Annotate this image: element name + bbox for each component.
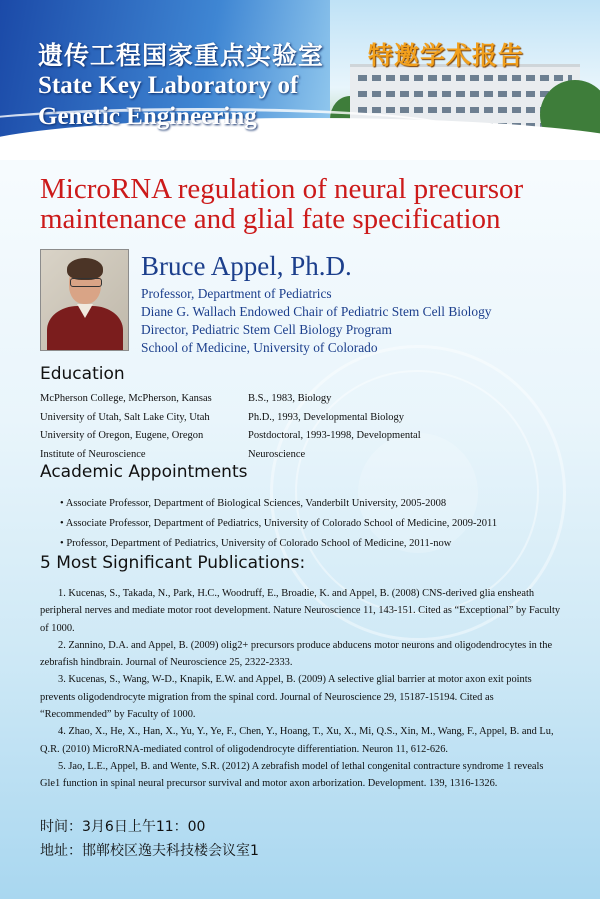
- affiliation-line: Diane G. Wallach Endowed Chair of Pediatric Stem Cell Biology: [141, 304, 492, 319]
- talk-title: MicroRNA regulation of neural precursor maintenance and glial fate specification: [40, 173, 524, 235]
- appointment-item: • Associate Professor, Department of Pediatrics, University of Colorado School of Medicine, 2009-2011: [60, 514, 497, 534]
- education-degree: Ph.D., 1993, Developmental Biology: [248, 411, 405, 423]
- education-degree: Neuroscience: [248, 448, 306, 460]
- publication-item: 2. Zannino, D.A. and Appel, B. (2009) olig2+ precursors produce abducens motor neurons and oligodendrocytes in the zebrafish hindbrain. Journal of Neuroscience 25, 2322-2333.: [40, 639, 553, 669]
- education-table: [40, 390, 448, 464]
- education-institution: University of Utah, Salt Lake City, Utah: [40, 411, 210, 423]
- publication-item: 5. Jao, L.E., Appel, B. and Wente, S.R. (2012) A zebrafish model of lethal congenital contracture syndrome 1 reveals Gle1 function in spinal neural precursor survival and motor axon arborization. Development. 139, 1316-1326.: [40, 760, 544, 790]
- speaker-name: Bruce Appel, Ph.D.: [141, 251, 352, 281]
- education-degree: Postdoctoral, 1993-1998, Developmental: [248, 430, 421, 441]
- speaker-photo: [40, 249, 129, 351]
- speaker-affiliations: [141, 285, 491, 357]
- appointment-item: • Associate Professor, Department of Biological Sciences, Vanderbilt University, 2005-2008: [60, 494, 497, 514]
- education-heading: Education: [40, 364, 125, 384]
- education-institution: Institute of Neuroscience: [40, 448, 146, 460]
- publication-item: 3. Kucenas, S., Wang, W-D., Knapik, E.W. and Appel, B. (2009) A selective glial barrier at motor axon exit points prevents oligodendrocyte migration from the spinal cord. Journal of Neuroscience 29, 15187-15194. Cited as “Recommended” by Faculty of 1000.: [40, 674, 532, 721]
- education-row: [40, 409, 448, 428]
- publications-heading: 5 Most Significant Publications:: [40, 553, 306, 573]
- lab-name-en-line2: Genetic Engineering: [38, 103, 257, 130]
- affiliation-line: School of Medicine, University of Colorado: [141, 340, 378, 355]
- affiliation-line: Director, Pediatric Stem Cell Biology Program: [141, 322, 392, 337]
- appointments-heading: Academic Appointments: [40, 462, 248, 482]
- publications-list: [40, 585, 563, 793]
- affiliation-line: Professor, Department of Pediatrics: [141, 286, 332, 301]
- appointments-list: [60, 494, 497, 554]
- education-row: [40, 390, 448, 409]
- special-lecture-label: 特邀学术报告: [368, 41, 525, 70]
- education-institution: McPherson College, McPherson, Kansas: [40, 393, 212, 404]
- education-row: [40, 427, 448, 446]
- education-institution: University of Oregon, Eugene, Oregon: [40, 430, 204, 441]
- appointment-item: • Professor, Department of Pediatrics, University of Colorado School of Medicine, 2011-now: [60, 534, 497, 554]
- lab-name-en-line1: State Key Laboratory of: [38, 72, 299, 99]
- event-time: 时间：3月6日上午11：00: [40, 819, 206, 835]
- education-degree: B.S., 1983, Biology: [248, 393, 332, 404]
- event-location: 地址：邯郸校区逸夫科技楼会议室1: [40, 843, 259, 859]
- lab-name-cn: 遗传工程国家重点实验室: [38, 41, 325, 70]
- publication-item: 1. Kucenas, S., Takada, N., Park, H.C., Woodruff, E., Broadie, K. and Appel, B. (2008) CNS-derived glia ensheath peripheral nerves and mediate motor root development. Nature Neuroscience 11, 143-151. Cited as “Exceptional” by Faculty of 1000.: [40, 588, 561, 634]
- header-banner: [0, 0, 600, 160]
- publication-item: 4. Zhao, X., He, X., Han, X., Yu, Y., Ye, F., Chen, Y., Hoang, T., Xu, X., Mi, Q.S., Xin, M., Wang, F., Appel, B. and Lu, Q.R. (2010) MicroRNA-mediated control of oligodendrocyte differentiation. Neuron 11, 612-626.: [40, 726, 554, 755]
